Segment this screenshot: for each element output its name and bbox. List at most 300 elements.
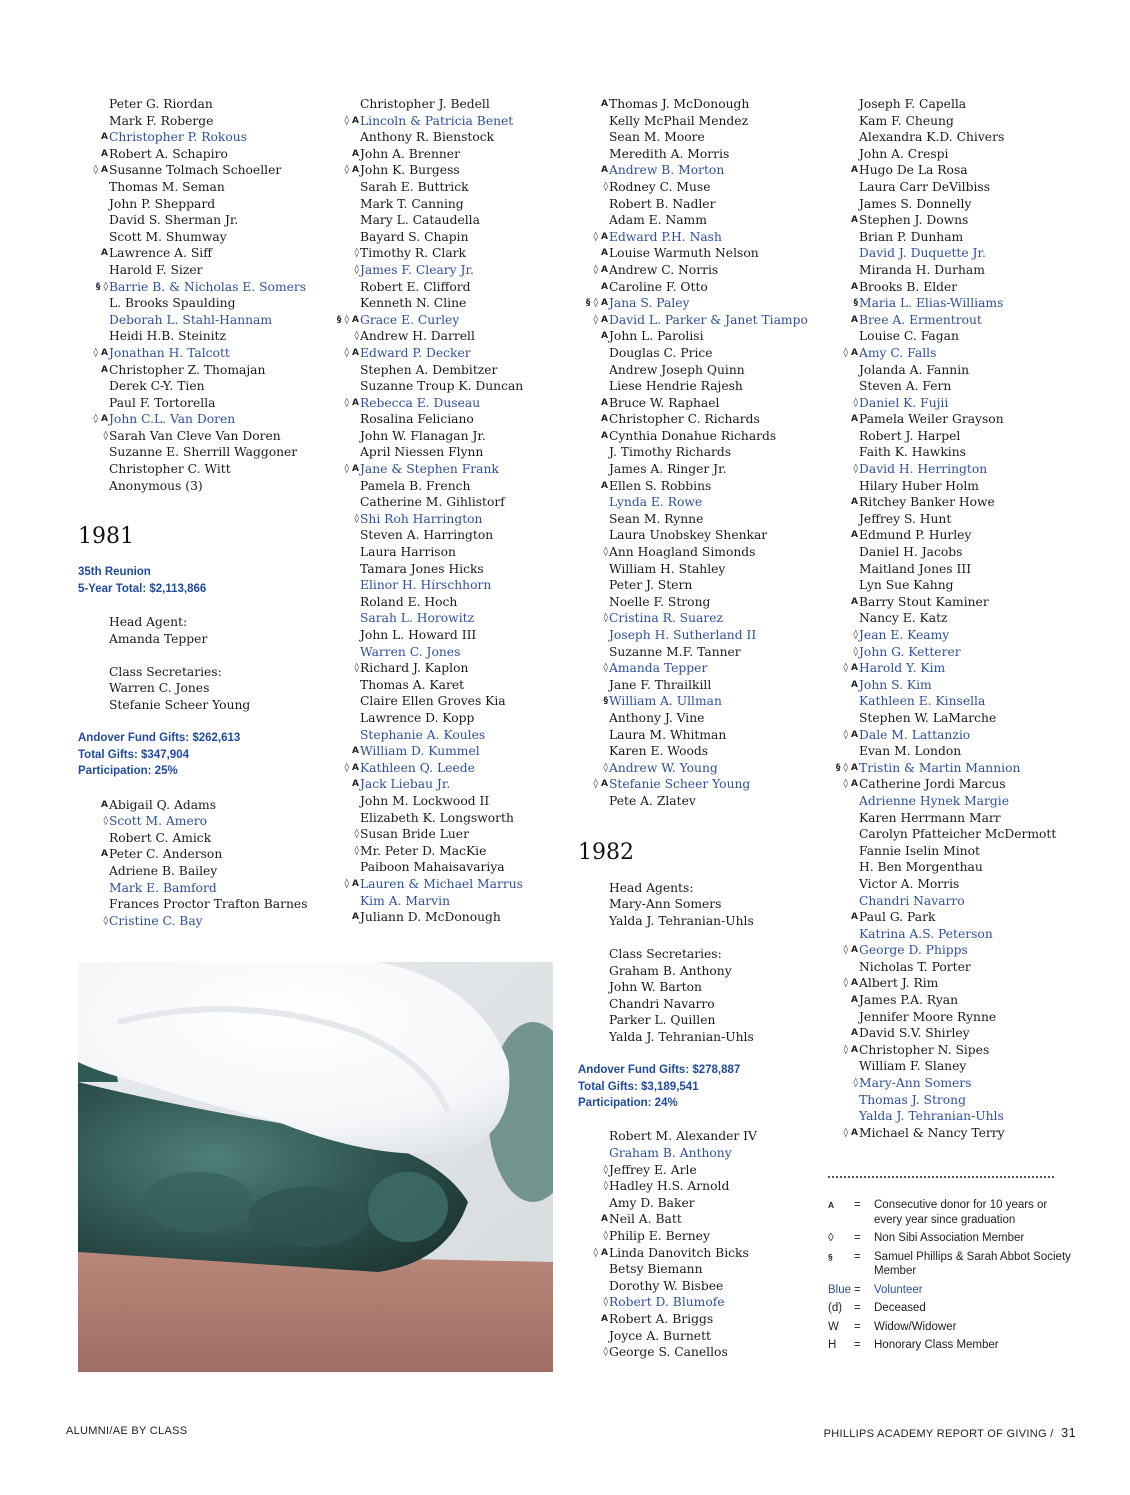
donor-name: Sarah E. Buttrick bbox=[360, 179, 469, 194]
donor-entry bbox=[329, 776, 574, 793]
donor-entry bbox=[329, 660, 574, 677]
donor-entry bbox=[828, 776, 1088, 793]
donor-name: Laura Harrison bbox=[360, 545, 456, 560]
donor-name: Jane F. Thrailkill bbox=[609, 677, 712, 692]
donor-entry bbox=[329, 511, 574, 528]
donor-marker: A bbox=[101, 248, 108, 259]
donor-marker: ◊ A bbox=[593, 231, 608, 242]
donor-marker: § bbox=[853, 298, 858, 309]
donor-marker: ◊ bbox=[853, 464, 858, 475]
donor-entry bbox=[828, 494, 1088, 511]
donor-entry bbox=[828, 561, 1088, 578]
donor-marker: A bbox=[851, 530, 858, 541]
legend-equals: = bbox=[854, 1283, 861, 1296]
donor-entry bbox=[578, 1278, 823, 1295]
donor-entry bbox=[78, 262, 318, 279]
page-number: 31 bbox=[1060, 1425, 1076, 1440]
donor-marker: ◊ A bbox=[843, 1127, 858, 1138]
donor-marker: A bbox=[851, 497, 858, 508]
donor-entry bbox=[329, 444, 574, 461]
donor-name: John M. Lockwood II bbox=[360, 793, 490, 808]
donor-name: L. Brooks Spaulding bbox=[109, 296, 236, 311]
donor-name: Lawrence A. Siff bbox=[109, 246, 212, 261]
donor-name: Maitland Jones III bbox=[859, 561, 972, 576]
donor-marker: ◊ bbox=[354, 663, 359, 674]
donor-entry bbox=[828, 96, 1088, 113]
spacer bbox=[578, 929, 823, 946]
donor-entry bbox=[828, 693, 1088, 710]
donor-name: John A. Crespi bbox=[859, 146, 949, 161]
donor-entry bbox=[578, 444, 823, 461]
donor-marker: A bbox=[851, 679, 858, 690]
donor-name: Linda Danovitch Bicks bbox=[609, 1245, 749, 1260]
donor-entry bbox=[329, 378, 574, 395]
donor-name: Peter J. Stern bbox=[609, 578, 693, 593]
legend-symbol: § bbox=[828, 1251, 833, 1262]
donor-name: Albert J. Rim bbox=[859, 976, 939, 991]
volunteer-name: Harold Y. Kim bbox=[859, 661, 946, 676]
footer-section: ALUMNI/AE BY CLASS bbox=[66, 1425, 188, 1437]
donor-name: Carolyn Pfatteicher McDermott bbox=[859, 827, 1057, 842]
donor-entry bbox=[828, 229, 1088, 246]
class-stat: Total Gifts: $347,904 bbox=[78, 748, 189, 761]
donor-entry bbox=[329, 478, 574, 495]
donor-name: Suzanne Troup K. Duncan bbox=[360, 379, 524, 394]
donor-marker: ◊ bbox=[603, 762, 608, 773]
donor-marker: A bbox=[601, 281, 608, 292]
volunteer-name: Christopher P. Rokous bbox=[109, 130, 247, 145]
volunteer-name: Bree A. Ermentrout bbox=[859, 312, 982, 327]
donor-marker: ◊ bbox=[603, 181, 608, 192]
donor-name: James P.A. Ryan bbox=[859, 993, 959, 1008]
volunteer-name: James F. Cleary Jr. bbox=[360, 262, 474, 277]
donor-name: Michael & Nancy Terry bbox=[859, 1125, 1005, 1140]
donor-entry bbox=[828, 295, 1088, 312]
donor-name: Juliann D. McDonough bbox=[360, 910, 501, 925]
volunteer-name: William A. Ullman bbox=[609, 694, 722, 709]
volunteer-name: Jean E. Keamy bbox=[859, 628, 950, 642]
donor-name: Edmund P. Hurley bbox=[859, 528, 972, 543]
class-year-heading: 1982 bbox=[578, 839, 634, 865]
donor-entry bbox=[78, 797, 318, 814]
donor-name: Sarah Van Cleve Van Doren bbox=[109, 428, 281, 443]
volunteer-name: Mark E. Bamford bbox=[109, 880, 217, 895]
donor-entry bbox=[78, 312, 318, 329]
donor-marker: ◊ bbox=[103, 430, 108, 441]
volunteer-name: Yalda J. Tehranian-Uhls bbox=[859, 1109, 1004, 1124]
class-role-text: Yalda J. Tehranian-Uhls bbox=[609, 1029, 754, 1044]
donor-entry bbox=[828, 594, 1088, 611]
donor-marker: ◊ A bbox=[593, 1247, 608, 1258]
donor-entry bbox=[828, 362, 1088, 379]
donor-entry bbox=[329, 428, 574, 445]
class-stat: Participation: 24% bbox=[578, 1097, 678, 1110]
donor-marker: ◊ bbox=[354, 248, 359, 259]
donor-entry bbox=[78, 846, 318, 863]
donor-name: Anthony R. Bienstock bbox=[360, 130, 495, 145]
donor-name: Evan M. London bbox=[859, 744, 962, 759]
donor-entry bbox=[578, 710, 823, 727]
donor-entry bbox=[828, 411, 1088, 428]
donor-name: Noelle F. Strong bbox=[609, 594, 711, 609]
donor-entry bbox=[828, 760, 1088, 777]
donor-entry bbox=[578, 312, 823, 329]
donor-entry bbox=[78, 896, 318, 913]
donor-entry bbox=[578, 328, 823, 345]
volunteer-name: Tristin & Martin Mannion bbox=[859, 760, 1021, 775]
donor-name: Louise Warmuth Nelson bbox=[609, 246, 759, 261]
donor-name: Jennifer Moore Rynne bbox=[859, 1009, 997, 1024]
volunteer-name: Adrienne Hynek Margie bbox=[859, 793, 1009, 808]
legend-symbol: W bbox=[828, 1320, 839, 1333]
donor-entry bbox=[329, 710, 574, 727]
donor-name: David S. Sherman Jr. bbox=[109, 213, 239, 228]
donor-entry bbox=[578, 1128, 823, 1145]
donor-name: Betsy Biemann bbox=[609, 1262, 703, 1277]
legend-description: Honorary Class Member bbox=[874, 1339, 999, 1351]
donor-entry bbox=[578, 1178, 823, 1195]
legend-symbol: (d) bbox=[828, 1302, 843, 1314]
donor-name: Laura Unobskey Shenkar bbox=[609, 528, 768, 543]
donor-name: Mary L. Cataudella bbox=[360, 213, 480, 228]
donor-name: Peter G. Riordan bbox=[109, 97, 213, 111]
donor-name: Robert C. Amick bbox=[109, 830, 212, 845]
donor-entry bbox=[329, 544, 574, 561]
donor-entry bbox=[78, 245, 318, 262]
donor-entry bbox=[578, 577, 823, 594]
donor-entry bbox=[828, 627, 1088, 644]
donor-name: Suzanne M.F. Tanner bbox=[609, 644, 741, 659]
donor-entry bbox=[578, 411, 823, 428]
donor-marker: ◊ A bbox=[344, 347, 359, 358]
donor-entry bbox=[329, 362, 574, 379]
donor-name: Hilary Huber Holm bbox=[859, 478, 979, 493]
donor-entry bbox=[828, 511, 1088, 528]
donor-entry bbox=[578, 129, 823, 146]
donor-entry bbox=[329, 561, 574, 578]
donor-entry bbox=[828, 992, 1088, 1009]
donor-marker: A bbox=[101, 799, 108, 810]
donor-entry bbox=[828, 345, 1088, 362]
donor-marker: A bbox=[851, 281, 858, 292]
class-role-text: Mary-Ann Somers bbox=[609, 897, 722, 912]
donor-name: Adriene B. Bailey bbox=[109, 863, 218, 878]
donor-marker: ◊ bbox=[853, 630, 858, 640]
donor-name: Susanne Tolmach Schoeller bbox=[109, 163, 282, 178]
donor-name: Stephen J. Downs bbox=[859, 213, 969, 228]
legend-item bbox=[828, 1198, 1078, 1227]
donor-marker: ◊ A bbox=[593, 779, 608, 790]
donor-entry bbox=[578, 1261, 823, 1278]
volunteer-name: Kathleen Q. Leede bbox=[360, 760, 475, 775]
donor-name: John A. Brenner bbox=[360, 146, 460, 161]
donor-name: Lyn Sue Kahng bbox=[859, 578, 954, 593]
footer-report-title bbox=[824, 1425, 1076, 1440]
donor-name: Harold F. Sizer bbox=[109, 262, 203, 277]
column-2 bbox=[329, 96, 574, 926]
donor-entry bbox=[828, 544, 1088, 561]
donor-entry bbox=[828, 826, 1088, 843]
donor-entry bbox=[828, 162, 1088, 179]
donor-marker: ◊ A bbox=[843, 347, 858, 358]
donor-name: Scott M. Shumway bbox=[109, 229, 227, 244]
donor-marker: ◊ A bbox=[843, 663, 858, 674]
donor-entry bbox=[329, 212, 574, 229]
donor-name: Claire Ellen Groves Kia bbox=[360, 694, 506, 709]
volunteer-name: Daniel K. Fujii bbox=[859, 395, 949, 410]
donor-name: Anthony J. Vine bbox=[609, 710, 705, 725]
donor-entry bbox=[329, 594, 574, 611]
class-role-text: Yalda J. Tehranian-Uhls bbox=[609, 913, 754, 928]
donor-marker: § ◊ A bbox=[336, 314, 359, 325]
volunteer-name: Lauren & Michael Marrus bbox=[360, 876, 523, 891]
donor-name: Susan Bride Luer bbox=[360, 827, 469, 842]
donor-entry bbox=[329, 644, 574, 661]
donor-entry bbox=[329, 96, 574, 113]
donor-entry bbox=[578, 395, 823, 412]
donor-entry bbox=[578, 511, 823, 528]
donor-entry bbox=[828, 644, 1088, 661]
volunteer-name: Mary-Ann Somers bbox=[859, 1076, 972, 1091]
legend-divider bbox=[828, 1176, 1054, 1178]
donor-marker: ◊ bbox=[603, 663, 608, 674]
donor-name: Bruce W. Raphael bbox=[609, 395, 720, 410]
donor-entry bbox=[78, 813, 318, 830]
donor-name: Robert M. Alexander IV bbox=[609, 1129, 757, 1144]
class-role-text: Graham B. Anthony bbox=[609, 963, 732, 978]
donor-marker: A bbox=[851, 215, 858, 226]
donor-name: Robert E. Clifford bbox=[360, 279, 471, 294]
donor-name: Neil A. Batt bbox=[609, 1212, 682, 1227]
donor-name: Douglas C. Price bbox=[609, 345, 713, 360]
donor-name: Frances Proctor Trafton Barnes bbox=[109, 897, 308, 912]
donor-entry bbox=[329, 295, 574, 312]
donor-entry bbox=[578, 544, 823, 561]
donor-entry bbox=[828, 527, 1088, 544]
donor-name: James S. Donnelly bbox=[859, 196, 972, 211]
donor-entry bbox=[578, 428, 823, 445]
donor-entry bbox=[828, 660, 1088, 677]
donor-marker: ◊ A bbox=[843, 945, 858, 956]
legend-equals: = bbox=[854, 1199, 861, 1211]
donor-marker: A bbox=[601, 248, 608, 259]
donor-entry bbox=[578, 113, 823, 130]
donor-entry bbox=[578, 345, 823, 362]
donor-entry bbox=[329, 810, 574, 827]
donor-entry bbox=[828, 959, 1088, 976]
volunteer-name: Cristine C. Bay bbox=[109, 913, 203, 928]
donor-name: Pamela B. French bbox=[360, 478, 471, 493]
donor-marker: A bbox=[601, 99, 608, 109]
donor-name: Thomas A. Karet bbox=[360, 677, 465, 692]
donor-entry bbox=[828, 876, 1088, 893]
donor-name: Christopher N. Sipes bbox=[859, 1042, 990, 1057]
donor-entry bbox=[828, 909, 1088, 926]
donor-marker: ◊ A bbox=[593, 264, 608, 275]
snow-turtle-photo bbox=[78, 962, 553, 1372]
donor-marker: A bbox=[601, 331, 608, 342]
donor-name: Ann Hoagland Simonds bbox=[609, 545, 756, 560]
legend-description: Volunteer bbox=[874, 1283, 923, 1296]
class-role-text: Head Agent: bbox=[109, 615, 188, 630]
donor-marker: A bbox=[601, 1214, 608, 1225]
volunteer-name: Maria L. Elias-Williams bbox=[859, 296, 1004, 311]
donor-marker: ◊ A bbox=[344, 397, 359, 408]
donor-name: Thomas M. Seman bbox=[109, 179, 225, 194]
legend-item bbox=[828, 1231, 1078, 1246]
legend-description: Deceased bbox=[874, 1302, 926, 1314]
donor-entry bbox=[578, 776, 823, 793]
column-4 bbox=[828, 96, 1088, 1141]
donor-entry bbox=[578, 162, 823, 179]
donor-name: Christopher C. Witt bbox=[109, 462, 231, 477]
donor-marker: § bbox=[603, 696, 608, 707]
donor-entry bbox=[78, 428, 318, 445]
donor-name: Peter C. Anderson bbox=[109, 847, 223, 862]
donor-name: Jolanda A. Fannin bbox=[859, 362, 970, 377]
donor-entry bbox=[78, 913, 318, 930]
donor-entry bbox=[329, 461, 574, 478]
donor-entry bbox=[329, 693, 574, 710]
donor-entry bbox=[578, 561, 823, 578]
donor-name: Sean M. Rynne bbox=[609, 511, 704, 526]
class-stat: Total Gifts: $3,189,541 bbox=[578, 1080, 699, 1093]
donor-name: Laura Carr DeVilbiss bbox=[859, 179, 991, 194]
legend-equals: = bbox=[854, 1339, 861, 1351]
legend-description: Widow/Widower bbox=[874, 1320, 957, 1333]
donor-name: Timothy R. Clark bbox=[360, 246, 466, 261]
donor-marker: A bbox=[851, 596, 858, 607]
donor-entry bbox=[828, 859, 1088, 876]
donor-entry bbox=[329, 395, 574, 412]
donor-entry bbox=[578, 1162, 823, 1179]
column-3 bbox=[578, 96, 823, 1361]
volunteer-name: John S. Kim bbox=[859, 677, 932, 692]
donor-name: Nicholas T. Porter bbox=[859, 959, 971, 974]
donor-marker: § ◊ bbox=[95, 281, 108, 292]
donor-entry bbox=[578, 594, 823, 611]
volunteer-name: Lynda E. Rowe bbox=[609, 495, 703, 510]
donor-entry bbox=[828, 810, 1088, 827]
donor-entry bbox=[828, 196, 1088, 213]
donor-entry bbox=[78, 179, 318, 196]
donor-name: Miranda H. Durham bbox=[859, 262, 985, 277]
donor-name: Suzanne E. Sherrill Waggoner bbox=[109, 445, 298, 460]
donor-marker: A bbox=[851, 314, 858, 325]
donor-name: Meredith A. Morris bbox=[609, 146, 730, 161]
donor-name: Lawrence D. Kopp bbox=[360, 710, 475, 725]
donor-name: Philip E. Berney bbox=[609, 1229, 710, 1243]
legend-equals: = bbox=[854, 1302, 861, 1314]
donor-entry bbox=[828, 710, 1088, 727]
legend-symbol: Blue bbox=[828, 1283, 852, 1296]
donor-name: Mark T. Canning bbox=[360, 196, 464, 211]
donor-name: Adam E. Namm bbox=[609, 213, 707, 228]
donor-name: Bayard S. Chapin bbox=[360, 229, 469, 244]
donor-entry bbox=[578, 1311, 823, 1328]
donor-name: Robert B. Nadler bbox=[609, 196, 716, 211]
donor-name: Liese Hendrie Rajesh bbox=[609, 379, 743, 394]
volunteer-name: John C.L. Van Doren bbox=[109, 412, 236, 427]
donor-name: Joseph F. Capella bbox=[859, 97, 967, 111]
class-year-heading: 1981 bbox=[78, 524, 134, 550]
donor-marker: A bbox=[352, 779, 359, 790]
donor-entry bbox=[78, 279, 318, 296]
donor-name: Kenneth N. Cline bbox=[360, 296, 467, 311]
donor-entry bbox=[78, 362, 318, 379]
donor-marker: ◊ bbox=[354, 264, 359, 275]
donor-name: Christopher J. Bedell bbox=[360, 97, 490, 111]
donor-entry bbox=[828, 610, 1088, 627]
donor-entry bbox=[78, 345, 318, 362]
donor-name: Christopher C. Richards bbox=[609, 412, 760, 427]
volunteer-name: Barrie B. & Nicholas E. Somers bbox=[109, 279, 307, 294]
volunteer-name: George D. Phipps bbox=[859, 943, 968, 958]
donor-name: Ritchey Banker Howe bbox=[859, 495, 995, 510]
donor-name: Kelly McPhail Mendez bbox=[609, 113, 749, 128]
donor-entry bbox=[828, 212, 1088, 229]
donor-entry bbox=[78, 113, 318, 130]
donor-name: Laura M. Whitman bbox=[609, 727, 727, 742]
donor-name: Daniel H. Jacobs bbox=[859, 545, 963, 560]
donor-entry bbox=[828, 328, 1088, 345]
volunteer-name: Stephanie A. Koules bbox=[360, 727, 486, 742]
donor-name: Sean M. Moore bbox=[609, 130, 705, 145]
donor-entry bbox=[329, 245, 574, 262]
donor-marker: ◊ bbox=[354, 829, 359, 840]
donor-name: Richard J. Kaplon bbox=[360, 661, 469, 676]
donor-marker: A bbox=[101, 364, 108, 375]
donor-name: Hadley H.S. Arnold bbox=[609, 1179, 730, 1194]
donor-entry bbox=[329, 279, 574, 296]
volunteer-name: Katrina A.S. Peterson bbox=[859, 926, 993, 941]
spacer bbox=[78, 597, 318, 614]
class-role-text: Chandri Navarro bbox=[609, 996, 715, 1011]
donor-entry bbox=[78, 196, 318, 213]
donor-entry bbox=[828, 378, 1088, 395]
class-role-text: Parker L. Quillen bbox=[609, 1013, 716, 1028]
donor-name: James A. Ringer Jr. bbox=[609, 462, 727, 477]
donor-entry bbox=[828, 461, 1088, 478]
donor-entry bbox=[828, 113, 1088, 130]
donor-entry bbox=[578, 660, 823, 677]
donor-marker: ◊ A bbox=[93, 414, 108, 425]
donor-name: Ellen S. Robbins bbox=[609, 478, 712, 493]
volunteer-name: Kathleen E. Kinsella bbox=[859, 694, 986, 709]
donor-entry bbox=[828, 444, 1088, 461]
spacer bbox=[578, 1112, 823, 1129]
volunteer-name: Stefanie Scheer Young bbox=[609, 777, 751, 792]
volunteer-name: David L. Parker & Janet Tiampo bbox=[609, 312, 808, 327]
volunteer-name: Thomas J. Strong bbox=[859, 1092, 966, 1107]
donor-entry bbox=[828, 1125, 1088, 1142]
donor-name: George S. Canellos bbox=[609, 1345, 728, 1360]
donor-entry bbox=[578, 146, 823, 163]
volunteer-name: Jonathan H. Talcott bbox=[109, 345, 230, 360]
donor-marker: ◊ A bbox=[843, 1044, 858, 1055]
donor-entry bbox=[329, 859, 574, 876]
donor-entry bbox=[828, 262, 1088, 279]
donor-marker: ◊ A bbox=[843, 978, 858, 989]
donor-entry bbox=[578, 760, 823, 777]
donor-name: Elizabeth K. Longsworth bbox=[360, 810, 514, 825]
donor-marker: A bbox=[601, 397, 608, 408]
donor-entry bbox=[329, 494, 574, 511]
donor-entry bbox=[578, 1195, 823, 1212]
donor-entry bbox=[828, 312, 1088, 329]
class-role-text: Class Secretaries: bbox=[109, 664, 222, 679]
donor-marker: ◊ bbox=[603, 547, 608, 558]
